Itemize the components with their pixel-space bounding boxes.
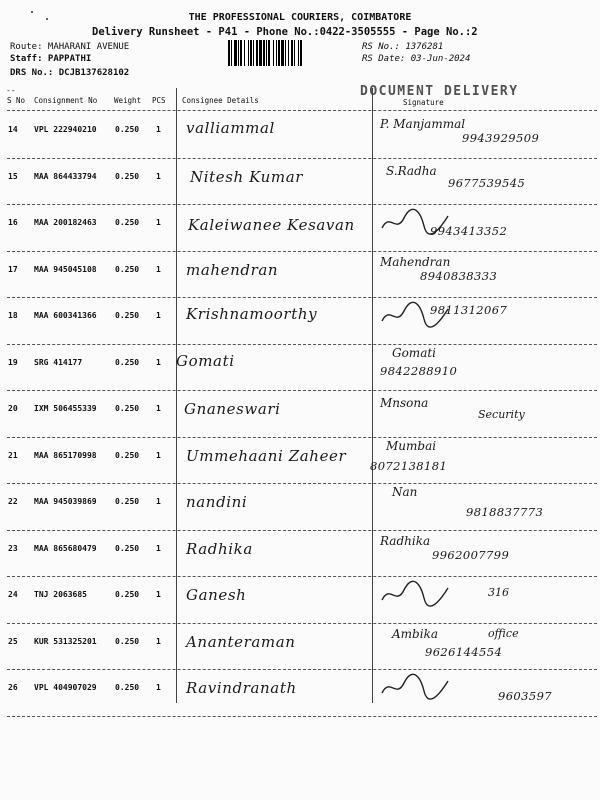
row-divider xyxy=(7,716,597,717)
row-pcs: 1 xyxy=(156,265,161,274)
row-consignee-name: Kaleiwanee Kesavan xyxy=(188,216,355,234)
row-consignee-name: Krishnamoorthy xyxy=(186,305,318,323)
row-divider xyxy=(7,344,597,345)
row-phone: 9943929509 xyxy=(462,131,540,145)
row-consignment-no: IXM 506455339 xyxy=(34,404,97,413)
row-consignment-no: SRG 414177 xyxy=(34,358,83,367)
row-note: 316 xyxy=(488,586,509,599)
row-consignment-no: MAA 865680479 xyxy=(34,544,97,553)
column-divider-signature xyxy=(372,88,373,703)
row-consignee-name: Ananteraman xyxy=(186,633,296,651)
col-header-consignment: Consignment No xyxy=(34,96,98,105)
row-consignment-no: MAA 864433794 xyxy=(34,172,97,181)
row-pcs: 1 xyxy=(156,637,161,646)
rs-number: RS No.: 1376281 xyxy=(362,42,444,52)
row-signature: Gomati xyxy=(392,346,437,360)
row-consignment-no: VPL 404907029 xyxy=(34,683,97,692)
header-divider xyxy=(7,110,597,111)
row-phone: 8940838333 xyxy=(420,269,498,283)
company-title: THE PROFESSIONAL COURIERS, COIMBATORE xyxy=(188,12,412,23)
row-sno: 21 xyxy=(8,451,18,460)
row-pcs: 1 xyxy=(156,451,161,460)
row-phone: 9677539545 xyxy=(448,176,526,190)
drs-number: DRS No.: DCJB137628102 xyxy=(10,68,130,78)
rs-date: RS Date: 03-Jun-2024 xyxy=(362,54,471,64)
row-divider xyxy=(7,390,597,391)
row-weight: 0.250 xyxy=(115,497,140,506)
row-consignee-name: Nitesh Kumar xyxy=(190,168,304,186)
row-consignment-no: MAA 600341366 xyxy=(34,311,97,320)
row-sno: 26 xyxy=(8,683,18,692)
row-consignment-no: MAA 945045108 xyxy=(34,265,97,274)
row-consignee-name: Radhika xyxy=(186,540,253,558)
row-consignee-name: Ravindranath xyxy=(186,679,297,697)
row-weight: 0.250 xyxy=(115,404,140,413)
row-consignee-name: Gnaneswari xyxy=(184,400,281,418)
col-header-sno: S No xyxy=(7,96,26,105)
barcode-bar xyxy=(302,40,303,66)
row-pcs: 1 xyxy=(156,311,161,320)
row-sno: 24 xyxy=(8,590,18,599)
staff-label: Staff: PAPPATHI xyxy=(10,54,92,64)
row-weight: 0.250 xyxy=(115,590,140,599)
row-signature: P. Manjammal xyxy=(380,117,466,131)
row-phone: 8072138181 xyxy=(370,459,448,473)
row-consignment-no: VPL 222940210 xyxy=(34,125,97,134)
row-weight: 0.250 xyxy=(115,451,140,460)
row-phone: 9842288910 xyxy=(380,364,458,378)
signature-scribble xyxy=(380,673,450,701)
row-pcs: 1 xyxy=(156,218,161,227)
row-signature: Nan xyxy=(392,485,418,499)
row-divider xyxy=(7,669,597,670)
row-consignee-name: Ummehaani Zaheer xyxy=(186,447,347,465)
row-sno: 15 xyxy=(8,172,18,181)
row-weight: 0.250 xyxy=(115,358,140,367)
row-weight: 0.250 xyxy=(115,265,140,274)
row-pcs: 1 xyxy=(156,172,161,181)
row-weight: 0.250 xyxy=(115,544,140,553)
row-divider xyxy=(7,297,597,298)
row-consignee-name: nandini xyxy=(186,493,248,511)
row-pcs: 1 xyxy=(156,497,161,506)
row-signature: Radhika xyxy=(380,534,431,548)
route-label: Route: MAHARANI AVENUE xyxy=(10,42,130,52)
row-pcs: 1 xyxy=(156,683,161,692)
row-divider xyxy=(7,576,597,577)
row-consignment-no: TNJ 2063685 xyxy=(34,590,87,599)
row-weight: 0.250 xyxy=(115,311,140,320)
row-pcs: 1 xyxy=(156,125,161,134)
row-phone: 9811312067 xyxy=(430,303,508,317)
row-consignee-name: valliammal xyxy=(186,119,275,137)
col-header-signature: Signature xyxy=(403,98,444,107)
row-divider xyxy=(7,623,597,624)
header-dashes: -- xyxy=(6,86,16,95)
row-sno: 16 xyxy=(8,218,18,227)
column-divider-consignee xyxy=(176,88,177,703)
row-signature: Mumbai xyxy=(386,439,437,453)
row-phone: 9943413352 xyxy=(430,224,508,238)
row-sno: 22 xyxy=(8,497,18,506)
row-consignment-no: MAA 865170998 xyxy=(34,451,97,460)
row-divider xyxy=(7,483,597,484)
row-weight: 0.250 xyxy=(115,172,140,181)
row-consignment-no: MAA 945039869 xyxy=(34,497,97,506)
row-phone: 9818837773 xyxy=(466,505,544,519)
row-sno: 25 xyxy=(8,637,18,646)
row-pcs: 1 xyxy=(156,544,161,553)
row-phone: 9962007799 xyxy=(432,548,510,562)
row-weight: 0.250 xyxy=(115,683,140,692)
row-signature: Mahendran xyxy=(380,255,451,269)
document-delivery-stamp: DOCUMENT DELIVERY xyxy=(360,84,519,99)
col-header-weight: Weight xyxy=(114,96,142,105)
row-divider xyxy=(7,530,597,531)
row-pcs: 1 xyxy=(156,404,161,413)
row-consignment-no: KUR 531325201 xyxy=(34,637,97,646)
row-sno: 20 xyxy=(8,404,18,413)
barcode xyxy=(228,40,356,66)
runsheet-line: Delivery Runsheet - P41 - Phone No.:0422-3505555 - Page No.:2 xyxy=(92,26,478,38)
row-signature: Mnsona xyxy=(380,396,429,410)
row-consignee-name: mahendran xyxy=(186,261,279,279)
row-pcs: 1 xyxy=(156,358,161,367)
row-consignment-no: MAA 200182463 xyxy=(34,218,97,227)
row-phone: 9626144554 xyxy=(425,645,503,659)
row-note: office xyxy=(488,627,519,640)
row-pcs: 1 xyxy=(156,590,161,599)
row-divider xyxy=(7,158,597,159)
row-sno: 17 xyxy=(8,265,18,274)
row-sno: 18 xyxy=(8,311,18,320)
row-sno: 23 xyxy=(8,544,18,553)
row-divider xyxy=(7,251,597,252)
col-header-consignee: Consignee Details xyxy=(182,96,259,105)
col-header-pcs: PCS xyxy=(152,96,166,105)
row-note: Security xyxy=(478,408,525,421)
row-weight: 0.250 xyxy=(115,218,140,227)
row-phone: 9603597 xyxy=(498,689,553,703)
row-divider xyxy=(7,204,597,205)
row-sno: 19 xyxy=(8,358,18,367)
row-consignee-name: Gomati xyxy=(176,352,235,370)
row-divider xyxy=(7,437,597,438)
signature-scribble xyxy=(380,580,450,608)
row-sno: 14 xyxy=(8,125,18,134)
row-weight: 0.250 xyxy=(115,637,140,646)
row-signature: Ambika xyxy=(392,627,438,641)
row-weight: 0.250 xyxy=(115,125,140,134)
row-consignee-name: Ganesh xyxy=(186,586,247,604)
row-signature: S.Radha xyxy=(386,164,437,178)
